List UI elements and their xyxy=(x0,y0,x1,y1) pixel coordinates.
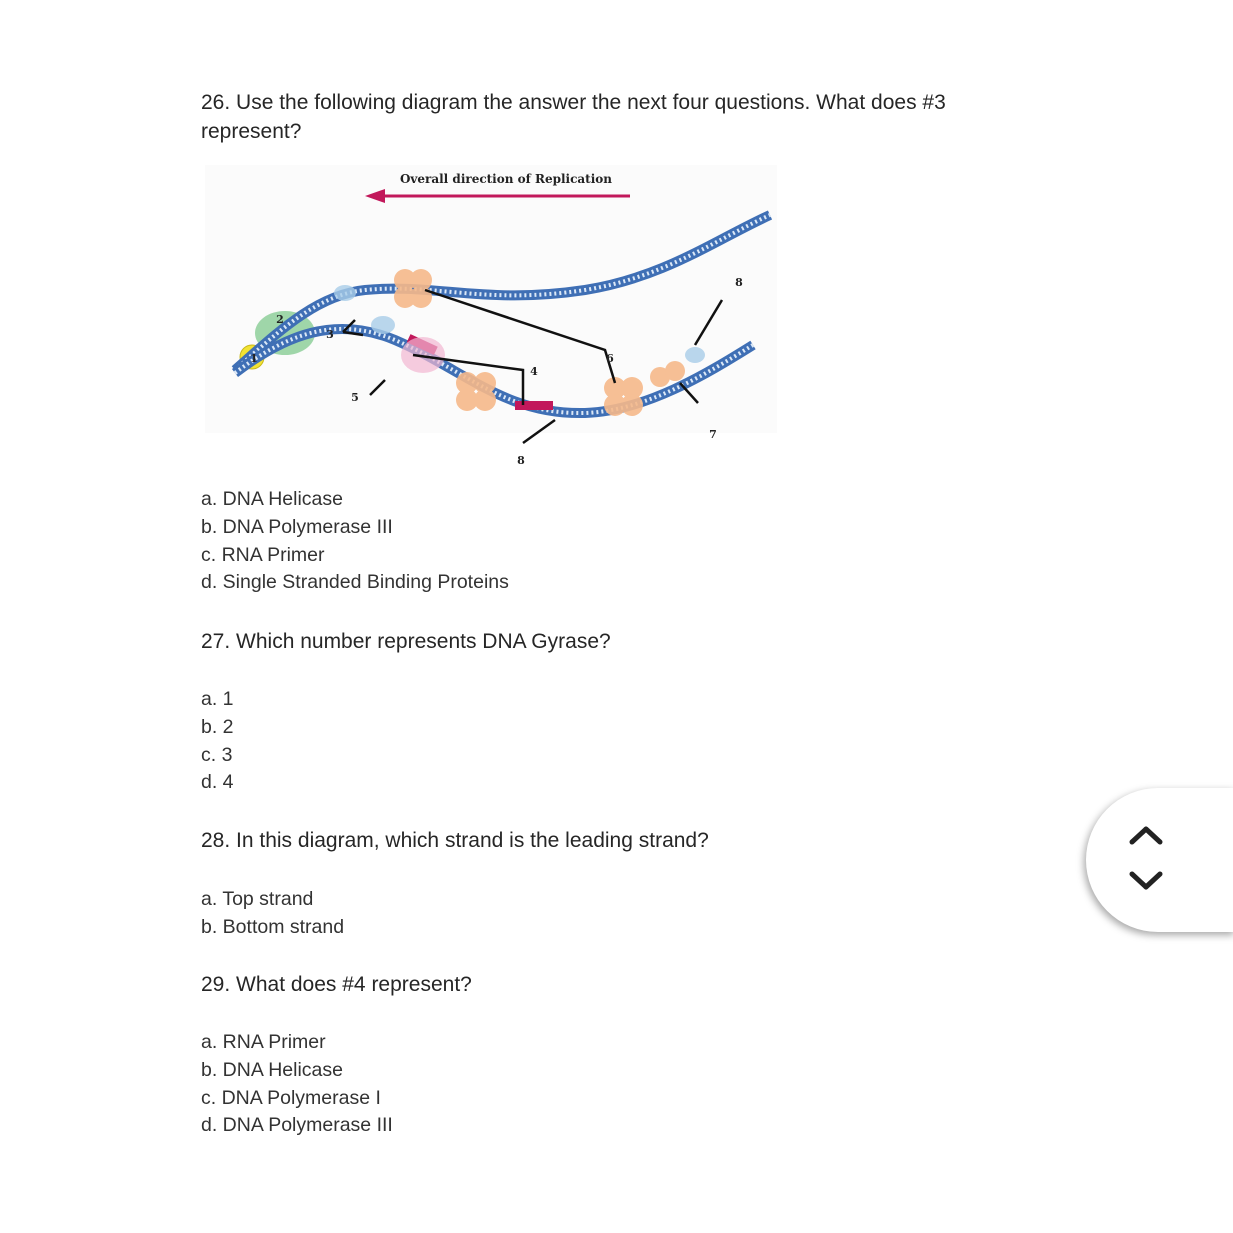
label-4: 4 xyxy=(530,365,538,378)
label-1: 1 xyxy=(250,352,258,365)
option-a: a. DNA Helicase xyxy=(201,488,343,510)
option-c: c. DNA Polymerase I xyxy=(201,1086,381,1109)
option-b: b. DNA Polymerase III xyxy=(201,515,393,538)
question-27-text: 27. Which number represents DNA Gyrase? xyxy=(201,630,611,653)
option-a: a. Top strand xyxy=(201,888,314,910)
question-26-text: 26. Use the following diagram the answer the next four questions. What does #3 represent? xyxy=(201,91,946,143)
option-b: b. Bottom strand xyxy=(201,915,345,938)
ssb-protein xyxy=(685,347,705,363)
option-c: c. 3 xyxy=(201,743,233,766)
option-b: b. DNA Helicase xyxy=(201,1058,343,1081)
polymerase-i-protein xyxy=(401,337,445,373)
question-28-options xyxy=(201,886,344,942)
question-26-options xyxy=(201,486,509,597)
option-a: a. RNA Primer xyxy=(201,1031,326,1053)
label-8-bottom: 8 xyxy=(517,454,525,467)
label-3: 3 xyxy=(326,328,334,341)
option-b: b. 2 xyxy=(201,715,234,738)
option-d: d. DNA Polymerase III xyxy=(201,1114,393,1137)
diagram-svg xyxy=(205,165,777,470)
ssb-protein xyxy=(371,316,395,334)
chevron-up-icon xyxy=(1124,820,1168,850)
option-d: d. 4 xyxy=(201,771,234,794)
label-5: 5 xyxy=(351,391,359,404)
previous-button[interactable] xyxy=(1124,820,1168,850)
question-27-options xyxy=(201,686,234,797)
question-29-text: 29. What does #4 represent? xyxy=(201,973,472,996)
question-28-text: 28. In this diagram, which strand is the leading strand? xyxy=(201,829,709,852)
label-8-top: 8 xyxy=(735,276,743,289)
label-6: 6 xyxy=(606,352,614,365)
option-d: d. Single Stranded Binding Proteins xyxy=(201,571,509,594)
diagram-title: Overall direction of Replication xyxy=(399,172,613,186)
page-navigation-widget xyxy=(1086,788,1233,932)
dna-replication-diagram xyxy=(205,165,777,470)
ssb-protein xyxy=(334,285,356,301)
label-7: 7 xyxy=(709,428,717,441)
next-button[interactable] xyxy=(1124,866,1168,896)
question-29-options xyxy=(201,1029,393,1140)
label-2: 2 xyxy=(276,313,284,326)
rna-primer xyxy=(515,401,553,410)
option-c: c. RNA Primer xyxy=(201,543,325,566)
chevron-down-icon xyxy=(1124,866,1168,896)
option-a: a. 1 xyxy=(201,688,234,710)
